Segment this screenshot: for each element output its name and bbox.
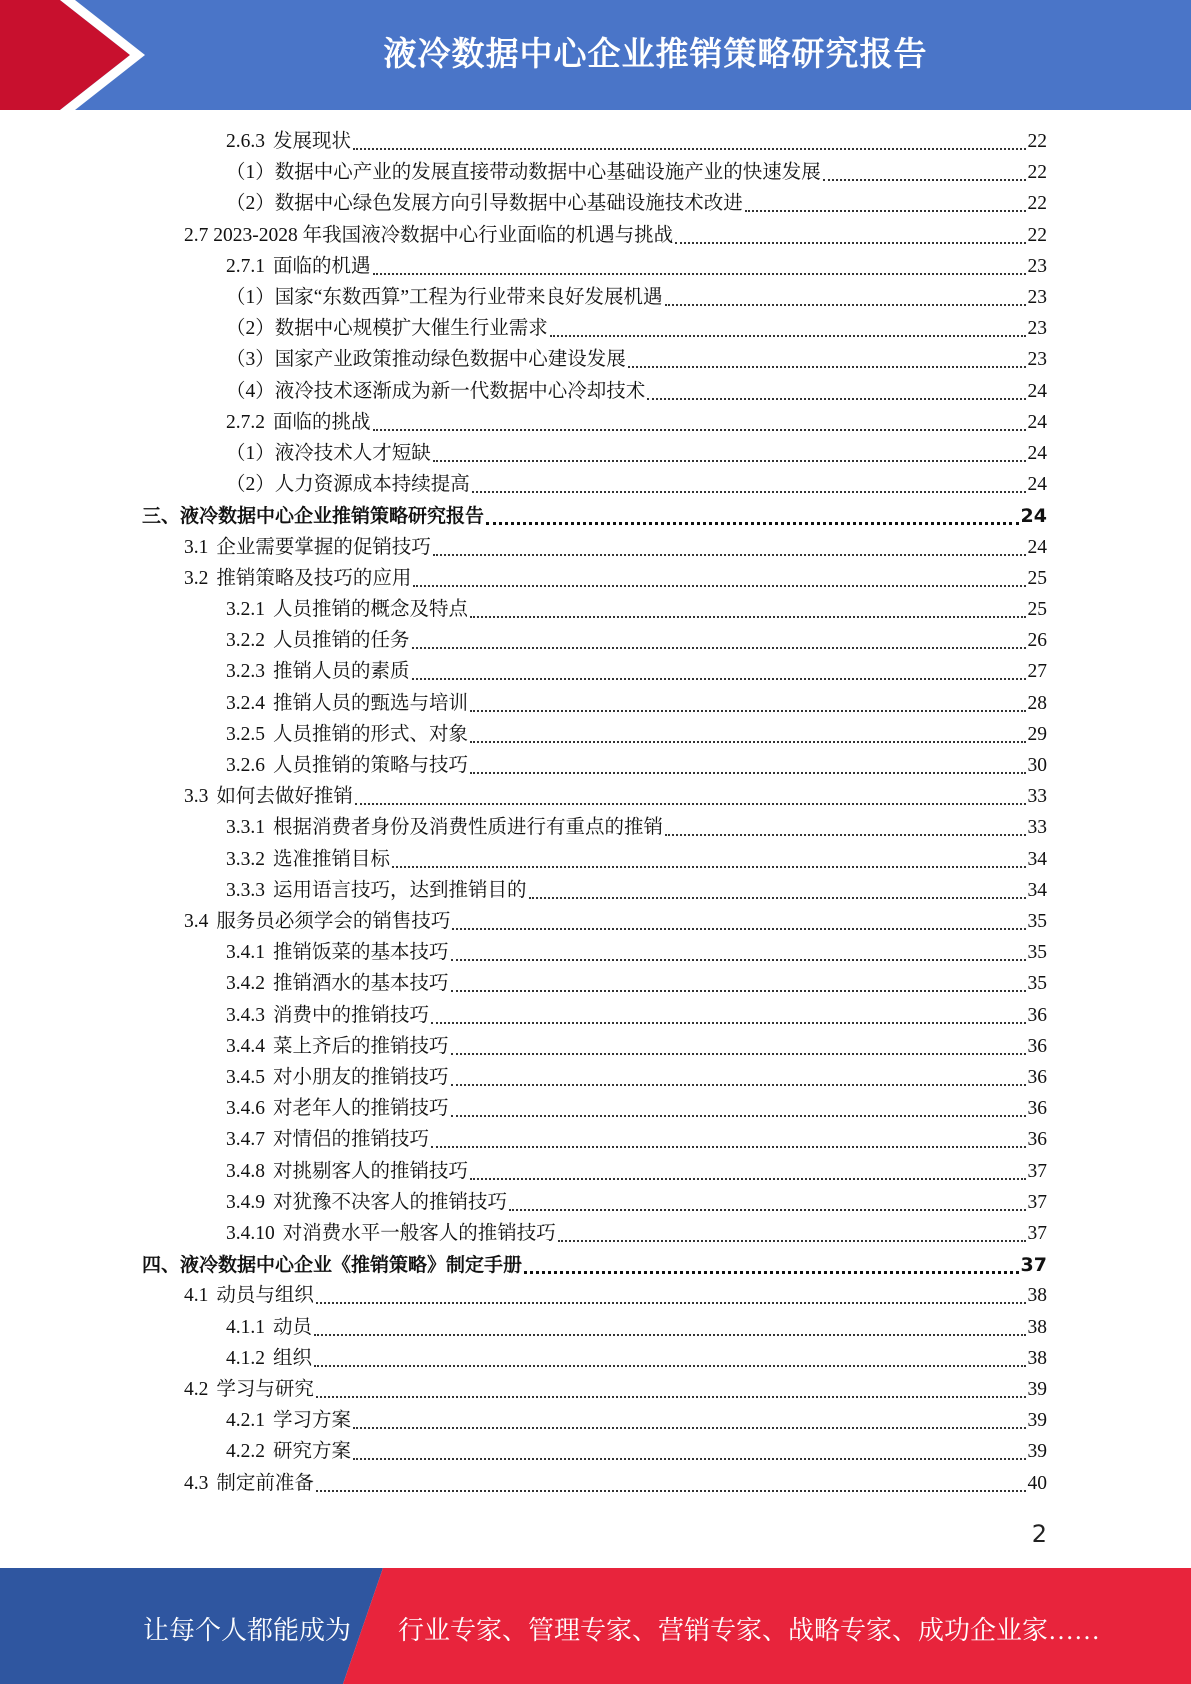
toc-dot-leader xyxy=(316,1396,1026,1398)
toc-entry[interactable] xyxy=(226,846,1047,874)
toc-dot-leader xyxy=(451,1053,1026,1055)
toc-entry-page: 39 xyxy=(1027,1410,1047,1432)
toc-dot-leader xyxy=(470,741,1025,743)
toc-entry-page: 23 xyxy=(1027,318,1047,340)
toc-entry-title: 企业需要掌握的促销技巧 xyxy=(216,536,431,558)
toc-dot-leader xyxy=(412,647,1026,649)
toc-entry-title: 人员推销的形式、对象 xyxy=(273,723,469,745)
toc-entry-title: 对消费水平一般客人的推销技巧 xyxy=(282,1223,556,1244)
toc-dot-leader xyxy=(675,242,1025,244)
toc-entry-title: 学习方案 xyxy=(273,1410,352,1432)
toc-entry-title: 三、液冷数据中心企业推销策略研究报告 xyxy=(142,505,485,528)
toc-entry[interactable] xyxy=(226,159,1047,187)
toc-entry-page: 33 xyxy=(1027,786,1047,808)
toc-entry-page: 37 xyxy=(1027,1160,1047,1182)
toc-entry[interactable] xyxy=(226,596,1047,624)
toc-entry[interactable] xyxy=(226,877,1047,905)
toc-entry-page: 34 xyxy=(1027,848,1047,870)
toc-entry-page: 25 xyxy=(1027,599,1047,620)
toc-entry-number: 2.7.1 xyxy=(226,255,265,277)
toc-entry-number: 3.3.3 xyxy=(226,879,265,901)
toc-entry[interactable] xyxy=(226,627,1047,655)
toc-entry[interactable] xyxy=(226,752,1047,780)
toc-dot-leader xyxy=(550,335,1026,337)
toc-entry-title: 对老年人的推销技巧 xyxy=(273,1098,449,1120)
toc-entry[interactable] xyxy=(226,721,1047,749)
toc-entry-page: 24 xyxy=(1027,536,1047,558)
page-number: 2 xyxy=(1031,1520,1047,1548)
toc-dot-leader xyxy=(665,304,1026,306)
toc-entry[interactable] xyxy=(226,1189,1047,1217)
toc-entry[interactable] xyxy=(142,1251,1047,1279)
toc-entry[interactable] xyxy=(184,534,1047,562)
toc-dot-leader xyxy=(470,710,1025,712)
toc-entry-title: 推销策略及技巧的应用 xyxy=(216,567,412,589)
toc-entry[interactable] xyxy=(226,253,1047,281)
toc-entry[interactable] xyxy=(226,378,1047,406)
toc-entry-page: 24 xyxy=(1027,411,1047,433)
footer-left-text: 让每个人都能成为 xyxy=(143,1616,352,1645)
toc-entry-page: 23 xyxy=(1027,287,1047,308)
toc-entry-title: 动员 xyxy=(273,1316,313,1338)
toc-entry[interactable] xyxy=(226,128,1047,156)
toc-entry[interactable] xyxy=(184,1470,1047,1498)
toc-entry-page: 29 xyxy=(1027,723,1047,745)
toc-entry-page: 38 xyxy=(1027,1347,1047,1369)
toc-entry[interactable] xyxy=(226,440,1047,468)
toc-dot-leader xyxy=(451,1084,1026,1086)
toc-entry-number: 3.2.5 xyxy=(226,723,265,745)
toc-entry-title: （1）国家“东数西算”工程为行业带来良好发展机遇 xyxy=(226,287,663,308)
toc-entry-title: 对犹豫不决客人的推销技巧 xyxy=(273,1191,508,1213)
toc-entry-title: 消费中的推销技巧 xyxy=(273,1004,430,1026)
toc-entry-page: 37 xyxy=(1027,1191,1047,1213)
toc-dot-leader xyxy=(353,1427,1025,1429)
toc-entry[interactable] xyxy=(184,222,1047,250)
toc-entry-page: 38 xyxy=(1027,1285,1047,1307)
toc-entry-number: 3.2.1 xyxy=(226,599,265,620)
toc-entry-page: 40 xyxy=(1027,1472,1047,1494)
toc-entry-page: 22 xyxy=(1027,193,1047,215)
toc-entry[interactable] xyxy=(184,908,1047,936)
toc-entry[interactable] xyxy=(226,1438,1047,1466)
toc-entry-number: 3.2.2 xyxy=(226,630,265,652)
toc-entry-number: 4.2.2 xyxy=(226,1441,265,1463)
toc-entry-title: （1）液冷技术人才短缺 xyxy=(226,443,431,464)
toc-entry-title: （4）液冷技术逐渐成为新一代数据中心冷却技术 xyxy=(226,380,646,402)
toc-dot-leader xyxy=(353,1458,1025,1460)
toc-entry-title: 如何去做好推销 xyxy=(216,786,353,808)
toc-dot-leader xyxy=(433,554,1026,556)
toc-entry-number: 3.4.7 xyxy=(226,1129,265,1151)
toc-entry-title: 选准推销目标 xyxy=(273,848,391,870)
page-footer xyxy=(0,1568,1191,1684)
toc-entry-page: 36 xyxy=(1027,1129,1047,1151)
toc-dot-leader xyxy=(452,928,1025,930)
toc-entry-page: 37 xyxy=(1020,1254,1047,1277)
toc-entry-page: 36 xyxy=(1027,1004,1047,1026)
toc-dot-leader xyxy=(647,398,1025,400)
toc-entry-number: 3.1 xyxy=(184,536,209,558)
toc-entry[interactable] xyxy=(226,1407,1047,1435)
toc-entry-title: 菜上齐后的推销技巧 xyxy=(273,1035,449,1057)
toc-entry[interactable] xyxy=(226,315,1047,343)
toc-dot-leader xyxy=(373,273,1026,275)
toc-entry[interactable] xyxy=(184,1376,1047,1404)
toc-entry-title: （2）数据中心绿色发展方向引导数据中心基础设施技术改进 xyxy=(226,193,743,215)
toc-entry-title: 推销人员的甄选与培训 xyxy=(273,692,469,714)
toc-dot-leader xyxy=(628,366,1026,368)
toc-entry-page: 23 xyxy=(1027,349,1047,371)
toc-entry-number: 2.6.3 xyxy=(226,131,265,152)
toc-entry-number: 3.4.5 xyxy=(226,1067,265,1088)
toc-entry-title: 根据消费者身份及消费性质进行有重点的推销 xyxy=(273,817,664,839)
toc-entry-title: 学习与研究 xyxy=(216,1379,314,1400)
toc-entry-page: 22 xyxy=(1027,224,1047,246)
toc-entry-number: 3.3.2 xyxy=(226,848,265,870)
toc-entry-title: 组织 xyxy=(273,1347,313,1369)
toc-entry-page: 24 xyxy=(1027,474,1047,496)
toc-dot-leader xyxy=(558,1240,1026,1242)
toc-entry-title: 服务员必须学会的销售技巧 xyxy=(216,911,451,932)
toc-dot-leader xyxy=(745,210,1026,212)
toc-entry-number: 3.2.6 xyxy=(226,755,265,776)
toc-entry-title: 人员推销的任务 xyxy=(273,630,410,652)
toc-dot-leader xyxy=(524,1271,1019,1274)
toc-entry-title: 四、液冷数据中心企业《推销策略》制定手册 xyxy=(142,1254,523,1277)
toc-entry[interactable] xyxy=(184,565,1047,593)
toc-entry[interactable] xyxy=(226,1033,1047,1061)
toc-entry-page: 24 xyxy=(1027,443,1047,464)
toc-entry-number: 3.2.4 xyxy=(226,692,265,714)
toc-dot-leader xyxy=(451,959,1026,961)
toc-dot-leader xyxy=(486,522,1019,525)
toc-entry[interactable] xyxy=(226,814,1047,842)
toc-dot-leader xyxy=(392,866,1025,868)
toc-entry[interactable] xyxy=(226,1220,1047,1248)
toc-entry-number: 4.1 xyxy=(184,1285,209,1307)
toc-entry[interactable] xyxy=(226,658,1047,686)
toc-entry-title: 人员推销的概念及特点 xyxy=(273,599,469,620)
toc-dot-leader xyxy=(472,491,1026,493)
toc-dot-leader xyxy=(316,1490,1026,1492)
toc-entry[interactable] xyxy=(226,1002,1047,1030)
toc-entry-title: 面临的机遇 xyxy=(273,255,371,277)
toc-entry-page: 35 xyxy=(1027,942,1047,964)
toc-dot-leader xyxy=(509,1209,1025,1211)
toc-entry[interactable] xyxy=(226,346,1047,374)
toc-dot-leader xyxy=(823,179,1026,181)
toc-dot-leader xyxy=(529,897,1026,899)
toc-entry-page: 36 xyxy=(1027,1098,1047,1120)
toc-entry-title: 运用语言技巧，达到推销目的 xyxy=(273,879,527,901)
toc-entry[interactable] xyxy=(226,939,1047,967)
toc-entry-number: 3.3 xyxy=(184,786,209,808)
toc-entry-page: 36 xyxy=(1027,1035,1047,1057)
toc-dot-leader xyxy=(431,1022,1025,1024)
toc-entry-page: 27 xyxy=(1027,661,1047,683)
toc-entry-number: 3.4.10 xyxy=(226,1223,275,1244)
toc-dot-leader xyxy=(353,148,1025,150)
toc-entry-page: 28 xyxy=(1027,692,1047,714)
toc-entry-number: 3.4.8 xyxy=(226,1160,265,1182)
toc-entry[interactable] xyxy=(226,409,1047,437)
toc-entry-number: 4.2 xyxy=(184,1379,209,1400)
toc-entry[interactable] xyxy=(142,502,1047,530)
toc-entry-page: 26 xyxy=(1027,630,1047,652)
toc-entry-number: 3.4 xyxy=(184,911,209,932)
toc-entry-title: （2）人力资源成本持续提高 xyxy=(226,474,470,496)
toc-entry[interactable] xyxy=(226,690,1047,718)
toc-entry-number: 3.4.6 xyxy=(226,1098,265,1120)
toc-entry-title: 推销饭菜的基本技巧 xyxy=(273,942,449,964)
toc-entry-page: 36 xyxy=(1027,1067,1047,1088)
toc-dot-leader xyxy=(470,772,1025,774)
toc-entry-title: 制定前准备 xyxy=(216,1472,314,1494)
toc-dot-leader xyxy=(665,834,1025,836)
toc-entry-page: 39 xyxy=(1027,1379,1047,1400)
toc-entry-title: 研究方案 xyxy=(273,1441,352,1463)
toc-dot-leader xyxy=(413,585,1025,587)
toc-entry[interactable] xyxy=(226,1345,1047,1373)
toc-dot-leader xyxy=(412,678,1026,680)
toc-dot-leader xyxy=(431,1146,1025,1148)
toc-entry-number: 3.4.1 xyxy=(226,942,265,964)
toc-entry-number: 3.4.3 xyxy=(226,1004,265,1026)
toc-entry-title: 发展现状 xyxy=(273,131,352,152)
toc-entry-page: 34 xyxy=(1027,879,1047,901)
toc-entry-number: 3.2.3 xyxy=(226,661,265,683)
toc-entry-page: 35 xyxy=(1027,911,1047,932)
toc-entry-page: 38 xyxy=(1027,1316,1047,1338)
toc-entry-page: 35 xyxy=(1027,973,1047,995)
toc-entry[interactable] xyxy=(226,970,1047,998)
toc-entry[interactable] xyxy=(226,471,1047,499)
toc-entry-number: 4.2.1 xyxy=(226,1410,265,1432)
footer-right-text: 行业专家、管理专家、营销专家、战略专家、成功企业家…… xyxy=(398,1616,1101,1645)
toc-entry-number: 3.4.4 xyxy=(226,1035,265,1057)
toc-entry-title: 面临的挑战 xyxy=(273,411,371,433)
toc-entry-number: 4.3 xyxy=(184,1472,209,1494)
toc-entry-number: 3.4.9 xyxy=(226,1191,265,1213)
toc-entry[interactable] xyxy=(226,1314,1047,1342)
toc-entry-title: （1）数据中心产业的发展直接带动数据中心基础设施产业的快速发展 xyxy=(226,162,821,184)
toc-entry-title: 推销酒水的基本技巧 xyxy=(273,973,449,995)
header-title: 液冷数据中心企业推销策略研究报告 xyxy=(383,34,928,73)
toc-entry-page: 37 xyxy=(1027,1223,1047,1244)
toc-dot-leader xyxy=(314,1365,1025,1367)
toc-entry-title: 人员推销的策略与技巧 xyxy=(273,755,469,776)
toc-dot-leader xyxy=(470,616,1025,618)
toc-entry-number: 4.1.2 xyxy=(226,1347,265,1369)
toc-dot-leader xyxy=(355,803,1026,805)
toc-entry-page: 24 xyxy=(1020,505,1047,528)
toc-entry-page: 30 xyxy=(1027,755,1047,776)
toc-entry-title: （3）国家产业政策推动绿色数据中心建设发展 xyxy=(226,349,626,371)
toc-dot-leader xyxy=(451,1115,1026,1117)
toc-entry-title: 对小朋友的推销技巧 xyxy=(273,1067,449,1088)
toc-entry-page: 25 xyxy=(1027,567,1047,589)
toc-entry-page: 39 xyxy=(1027,1441,1047,1463)
toc-entry[interactable] xyxy=(226,1064,1047,1092)
toc-entry-page: 22 xyxy=(1027,131,1047,152)
toc-entry-title: 动员与组织 xyxy=(216,1285,314,1307)
toc-dot-leader xyxy=(316,1302,1026,1304)
page-header xyxy=(0,0,1191,110)
toc-entry[interactable] xyxy=(226,1126,1047,1154)
toc-entry-number: 3.2 xyxy=(184,567,209,589)
toc-entry-page: 23 xyxy=(1027,255,1047,277)
toc-entry-page: 22 xyxy=(1027,162,1047,184)
toc-entry-page: 24 xyxy=(1027,380,1047,402)
toc-dot-leader xyxy=(470,1178,1025,1180)
toc-dot-leader xyxy=(451,990,1026,992)
toc-entry[interactable] xyxy=(184,1282,1047,1310)
toc-entry[interactable] xyxy=(184,783,1047,811)
toc-entry[interactable] xyxy=(226,1158,1047,1186)
toc-dot-leader xyxy=(314,1334,1025,1336)
toc-entry-number: 3.4.2 xyxy=(226,973,265,995)
toc-entry[interactable] xyxy=(226,284,1047,312)
toc-entry[interactable] xyxy=(226,1095,1047,1123)
toc-entry-title: 对挑剔客人的推销技巧 xyxy=(273,1160,469,1182)
toc-entry-page: 33 xyxy=(1027,817,1047,839)
toc-entry-number: 4.1.1 xyxy=(226,1316,265,1338)
toc-entry-number: 3.3.1 xyxy=(226,817,265,839)
toc-entry-title: （2）数据中心规模扩大催生行业需求 xyxy=(226,318,548,340)
toc-entry-title: 2.7 2023-2028 年我国液冷数据中心行业面临的机遇与挑战 xyxy=(184,224,674,246)
toc-dot-leader xyxy=(373,429,1026,431)
toc-entry[interactable] xyxy=(226,190,1047,218)
toc-entry-title: 推销人员的素质 xyxy=(273,661,410,683)
toc-dot-leader xyxy=(433,460,1026,462)
toc-entry-number: 2.7.2 xyxy=(226,411,265,433)
toc-entry-title: 对情侣的推销技巧 xyxy=(273,1129,430,1151)
